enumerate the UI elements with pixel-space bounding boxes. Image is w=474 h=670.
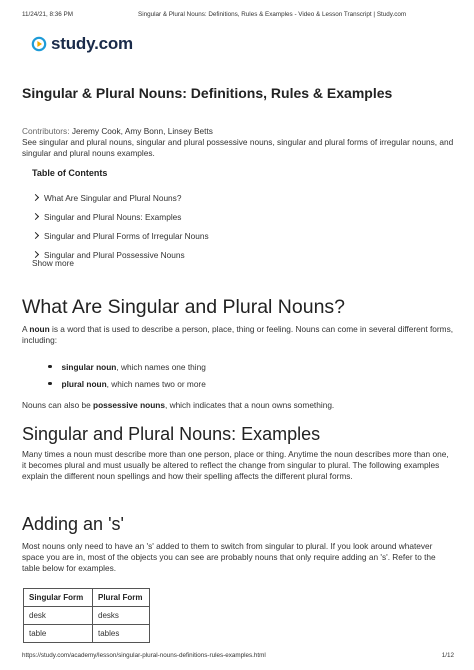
contributors-names: Jeremy Cook, Amy Bonn, Linsey Betts	[71, 126, 213, 136]
term-desc: , which names two or more	[106, 378, 206, 389]
footer-page-number: 1/12	[441, 652, 454, 659]
chevron-right-icon	[32, 232, 39, 239]
toc-item[interactable]	[32, 226, 209, 245]
page-description: See singular and plural nouns, singular and plural possessive nouns, singular and plural forms of irregular nouns, and singular and plural nouns examples.	[22, 137, 454, 158]
chevron-right-icon	[32, 213, 39, 220]
bullet-dot	[48, 382, 52, 386]
study-logo[interactable]	[31, 33, 133, 55]
column-header: Plural Form	[93, 589, 150, 607]
list-item	[48, 358, 206, 375]
contributors	[22, 126, 454, 137]
section1-outro	[22, 400, 454, 411]
section2-body: Many times a noun must describe more than one person, place or thing. Anytime the noun describes more than one, it becomes plural and must usually be altered to reflect the change from singular to plural. The following examples explain the different noun spellings and how their spelling affects the different plural forms.	[22, 449, 449, 481]
section-heading-adding-s: Adding an 's'	[22, 514, 124, 534]
outro-pre: Nouns can also be	[22, 400, 94, 410]
toc-item[interactable]	[32, 207, 209, 226]
table-cell: table	[24, 625, 93, 643]
table-cell: desks	[93, 607, 150, 625]
list-item	[48, 375, 206, 392]
intro-pre: A	[22, 324, 30, 334]
section-heading-what-are: What Are Singular and Plural Nouns?	[22, 296, 346, 318]
page-title: Singular & Plural Nouns: Definitions, Rules & Examples	[22, 85, 393, 101]
column-header: Singular Form	[24, 589, 93, 607]
intro-post: is a word that is used to describe a person, place, thing or feeling. Nouns can come in several different forms, including:	[22, 324, 454, 345]
print-datetime: 11/24/21, 8:36 PM	[22, 11, 73, 18]
toc-item-label: What Are Singular and Plural Nouns?	[44, 192, 182, 203]
table-cell: desk	[24, 607, 93, 625]
toc-item-label: Singular and Plural Forms of Irregular Nouns	[44, 230, 209, 241]
toc-item-label: Singular and Plural Nouns: Examples	[44, 211, 182, 222]
noun-forms-list	[48, 358, 206, 392]
toc-item-label: Singular and Plural Possessive Nouns	[44, 249, 185, 260]
term-desc: , which names one thing	[116, 361, 206, 372]
logo-text: study.com	[51, 34, 133, 53]
table-cell: tables	[93, 625, 150, 643]
outro-post: , which indicates that a noun owns something.	[164, 400, 335, 410]
toc-item[interactable]	[32, 188, 209, 207]
examples-table	[23, 588, 150, 643]
chevron-right-icon	[32, 194, 39, 201]
term-possessive: possessive nouns	[93, 400, 165, 410]
chevron-right-icon	[32, 251, 39, 258]
table-header-row	[24, 589, 150, 607]
toc-title: Table of Contents	[32, 168, 108, 178]
print-page-title: Singular & Plural Nouns: Definitions, Rules & Examples - Video & Lesson Transcript | Study.com	[138, 11, 407, 18]
table-row	[24, 607, 150, 625]
table-of-contents	[32, 188, 209, 264]
term-noun: noun	[29, 324, 50, 334]
contributors-label: Contributors:	[22, 126, 70, 136]
show-more-link[interactable]: Show more	[32, 258, 74, 268]
footer-url: https://study.com/academy/lesson/singular-plural-nouns-definitions-rules-examples.html	[22, 652, 266, 659]
play-circle-icon	[31, 36, 47, 52]
table-row	[24, 625, 150, 643]
section3-body: Most nouns only need to have an 's' added to them to switch from singular to plural. If you look around whatever space you are in, most of the objects you can see are probably nouns that only require adding an 's'. Refer to the table below for examples.	[22, 541, 436, 573]
term: singular noun	[61, 361, 117, 372]
term: plural noun	[61, 378, 107, 389]
section1-intro	[22, 324, 454, 346]
bullet-dot	[48, 365, 52, 369]
section-heading-examples: Singular and Plural Nouns: Examples	[22, 424, 321, 444]
